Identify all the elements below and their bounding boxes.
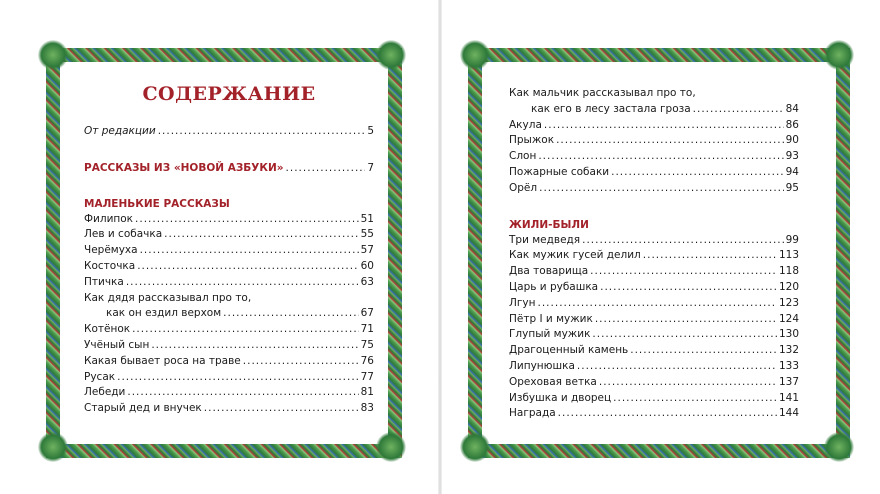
dot-leader <box>556 133 784 149</box>
toc-entry-page: 63 <box>360 275 374 288</box>
floral-corner-icon <box>824 40 854 70</box>
toc-entry-label: Избушка и дворец <box>509 391 612 404</box>
toc-entry[interactable] <box>84 259 374 275</box>
dot-leader <box>539 181 784 197</box>
toc-left <box>84 78 374 417</box>
toc-entry-label: Царь и рубашка <box>509 280 599 293</box>
toc-entry-label: Лгун <box>509 296 536 309</box>
toc-entry[interactable] <box>84 401 374 417</box>
dot-leader <box>600 280 777 296</box>
toc-entry[interactable] <box>84 306 374 322</box>
toc-entry[interactable] <box>84 243 374 259</box>
toc-entry-label: Глупый мужик <box>509 328 591 341</box>
dot-leader <box>135 212 359 228</box>
dot-leader <box>223 306 358 322</box>
toc-entry[interactable] <box>84 275 374 291</box>
toc-entry[interactable] <box>509 181 799 197</box>
toc-entry[interactable] <box>509 264 799 280</box>
toc-entry-label: Два товарища <box>509 265 589 278</box>
toc-entry-page: 86 <box>785 118 799 131</box>
toc-entry-page: 118 <box>778 265 799 278</box>
dot-leader <box>693 102 784 118</box>
floral-corner-icon <box>376 40 406 70</box>
dot-leader <box>613 391 777 407</box>
toc-entry-page: 120 <box>778 280 799 293</box>
toc-entry-page: 124 <box>778 312 799 325</box>
toc-entry-label: Драгоценный камень <box>509 344 629 357</box>
toc-entry-page: 123 <box>778 296 799 309</box>
toc-entry-label: Котёнок <box>84 323 131 336</box>
toc-entry-page: 144 <box>778 407 799 420</box>
floral-corner-icon <box>460 40 490 70</box>
toc-entry-page: 60 <box>360 259 374 272</box>
dot-leader <box>538 149 783 165</box>
dot-leader <box>592 327 777 343</box>
toc-entry-label: Три медведя <box>509 233 581 246</box>
dot-leader <box>643 248 777 264</box>
toc-entry-label: Пётр I и мужик <box>509 312 593 325</box>
toc-entry-page: 83 <box>360 402 374 415</box>
toc-entry-page: 141 <box>778 391 799 404</box>
toc-entry[interactable] <box>509 280 799 296</box>
toc-entry-page: 90 <box>785 134 799 147</box>
toc-entry-label: Старый дед и внучек <box>84 402 202 415</box>
dot-leader <box>544 118 784 134</box>
floral-corner-icon <box>376 432 406 462</box>
dot-leader <box>243 354 359 370</box>
toc-entry-page: 130 <box>778 328 799 341</box>
floral-corner-icon <box>38 40 68 70</box>
toc-entry[interactable] <box>509 406 799 422</box>
left-page <box>0 0 438 494</box>
toc-entry-label: Как мужик гусей делил <box>509 249 641 262</box>
dot-leader <box>577 359 777 375</box>
toc-entry[interactable] <box>84 385 374 401</box>
dot-leader <box>582 233 784 249</box>
dot-leader <box>599 375 777 391</box>
toc-entry-page: 7 <box>367 161 374 174</box>
dot-leader <box>558 406 777 422</box>
toc-entry-page: 94 <box>785 165 799 178</box>
dot-leader <box>595 312 777 328</box>
toc-entry[interactable] <box>509 375 799 391</box>
toc-entry-label: Птичка <box>84 275 124 288</box>
toc-entry-label: Слон <box>509 150 537 163</box>
page-title: СОДЕРЖАНИЕ <box>142 83 316 105</box>
toc-entry-label: Русак <box>84 370 116 383</box>
toc-entry-intro[interactable] <box>84 124 374 140</box>
toc-entry-page: 137 <box>778 375 799 388</box>
section-heading-malenkie-rasskazy: МАЛЕНЬКИЕ РАССКАЗЫ <box>84 197 230 210</box>
toc-entry-label: Орёл <box>509 181 538 194</box>
floral-corner-icon <box>824 432 854 462</box>
toc-right <box>509 86 799 422</box>
toc-entry-page: 95 <box>785 181 799 194</box>
dot-leader <box>611 165 784 181</box>
toc-entry[interactable] <box>84 212 374 228</box>
toc-entry-label: Лев и собачка <box>84 228 163 241</box>
toc-entry-page: 77 <box>360 370 374 383</box>
toc-entry[interactable] <box>509 118 799 134</box>
dot-leader <box>590 264 777 280</box>
right-page <box>442 0 880 494</box>
toc-entry-label: Лебеди <box>84 386 126 399</box>
toc-entry-label: От редакции <box>84 125 156 137</box>
toc-entry-label: Прыжок <box>509 134 555 147</box>
dot-leader <box>126 275 359 291</box>
dot-leader <box>204 401 359 417</box>
toc-entry[interactable] <box>509 149 799 165</box>
toc-entry[interactable] <box>84 227 374 243</box>
dot-leader <box>538 296 777 312</box>
toc-entry[interactable] <box>509 327 799 343</box>
toc-entry-page: 113 <box>778 249 799 262</box>
toc-entry-page: 133 <box>778 359 799 372</box>
dot-leader <box>158 124 366 140</box>
toc-entry[interactable] <box>84 338 374 354</box>
dot-leader <box>630 343 777 359</box>
floral-corner-icon <box>460 432 490 462</box>
toc-entry[interactable] <box>509 312 799 328</box>
toc-entry-label: как его в лесу застала гроза <box>531 102 691 115</box>
toc-entry[interactable] <box>509 359 799 375</box>
toc-entry[interactable] <box>509 391 799 407</box>
toc-entry-label: Пожарные собаки <box>509 165 610 178</box>
toc-entry-label: Филипок <box>84 212 134 225</box>
dot-leader <box>132 322 359 338</box>
toc-entry-label: Акула <box>509 118 542 131</box>
toc-entry-page: 81 <box>360 386 374 399</box>
dot-leader <box>140 243 359 259</box>
toc-entry-page: 71 <box>360 323 374 336</box>
toc-entry-page: 84 <box>785 102 799 115</box>
toc-entry[interactable] <box>509 343 799 359</box>
toc-entry[interactable] <box>509 248 799 264</box>
toc-entry-label: Награда <box>509 407 556 420</box>
toc-entry-page: 55 <box>360 228 374 241</box>
toc-entry-page: 132 <box>778 344 799 357</box>
toc-entry[interactable] <box>84 354 374 370</box>
toc-entry-label: Какая бывает роса на траве <box>84 354 241 367</box>
floral-corner-icon <box>38 432 68 462</box>
toc-entry[interactable] <box>84 322 374 338</box>
dot-leader <box>137 259 358 275</box>
toc-entry[interactable] <box>509 102 799 118</box>
toc-entry-label: Ореховая ветка <box>509 375 597 388</box>
toc-entry[interactable] <box>84 370 374 386</box>
toc-entry[interactable] <box>509 165 799 181</box>
toc-entry-page: 76 <box>360 354 374 367</box>
dot-leader <box>151 338 358 354</box>
toc-entry-label: Косточка <box>84 259 136 272</box>
toc-entry-page: 5 <box>367 125 374 137</box>
section-heading-zhili-byli: ЖИЛИ-БЫЛИ <box>509 218 589 231</box>
toc-entry-page: 99 <box>785 233 799 246</box>
dot-leader <box>117 370 359 386</box>
toc-entry-label: как он ездил верхом <box>106 307 222 320</box>
toc-entry-page: 51 <box>360 212 374 225</box>
dot-leader <box>127 385 358 401</box>
toc-entry-line1[interactable]: Как мальчик рассказывал про то, <box>509 87 696 99</box>
toc-section-novaya-azbuka[interactable] <box>84 160 374 176</box>
toc-entry[interactable] <box>509 296 799 312</box>
dot-leader <box>286 161 366 177</box>
toc-entry-label: Липунюшка <box>509 359 575 372</box>
dot-leader <box>164 227 358 243</box>
toc-entry-page: 75 <box>360 338 374 351</box>
toc-entry-line1[interactable]: Как дядя рассказывал про то, <box>84 291 252 304</box>
toc-entry-page: 93 <box>785 150 799 163</box>
toc-entry-label: Черёмуха <box>84 244 138 257</box>
section-heading: РАССКАЗЫ ИЗ «НОВОЙ АЗБУКИ» <box>84 161 284 174</box>
toc-entry-page: 67 <box>360 307 374 320</box>
toc-entry-label: Учёный сын <box>84 338 150 351</box>
toc-entry-page: 57 <box>360 244 374 257</box>
toc-entry[interactable] <box>509 133 799 149</box>
toc-entry[interactable] <box>509 233 799 249</box>
